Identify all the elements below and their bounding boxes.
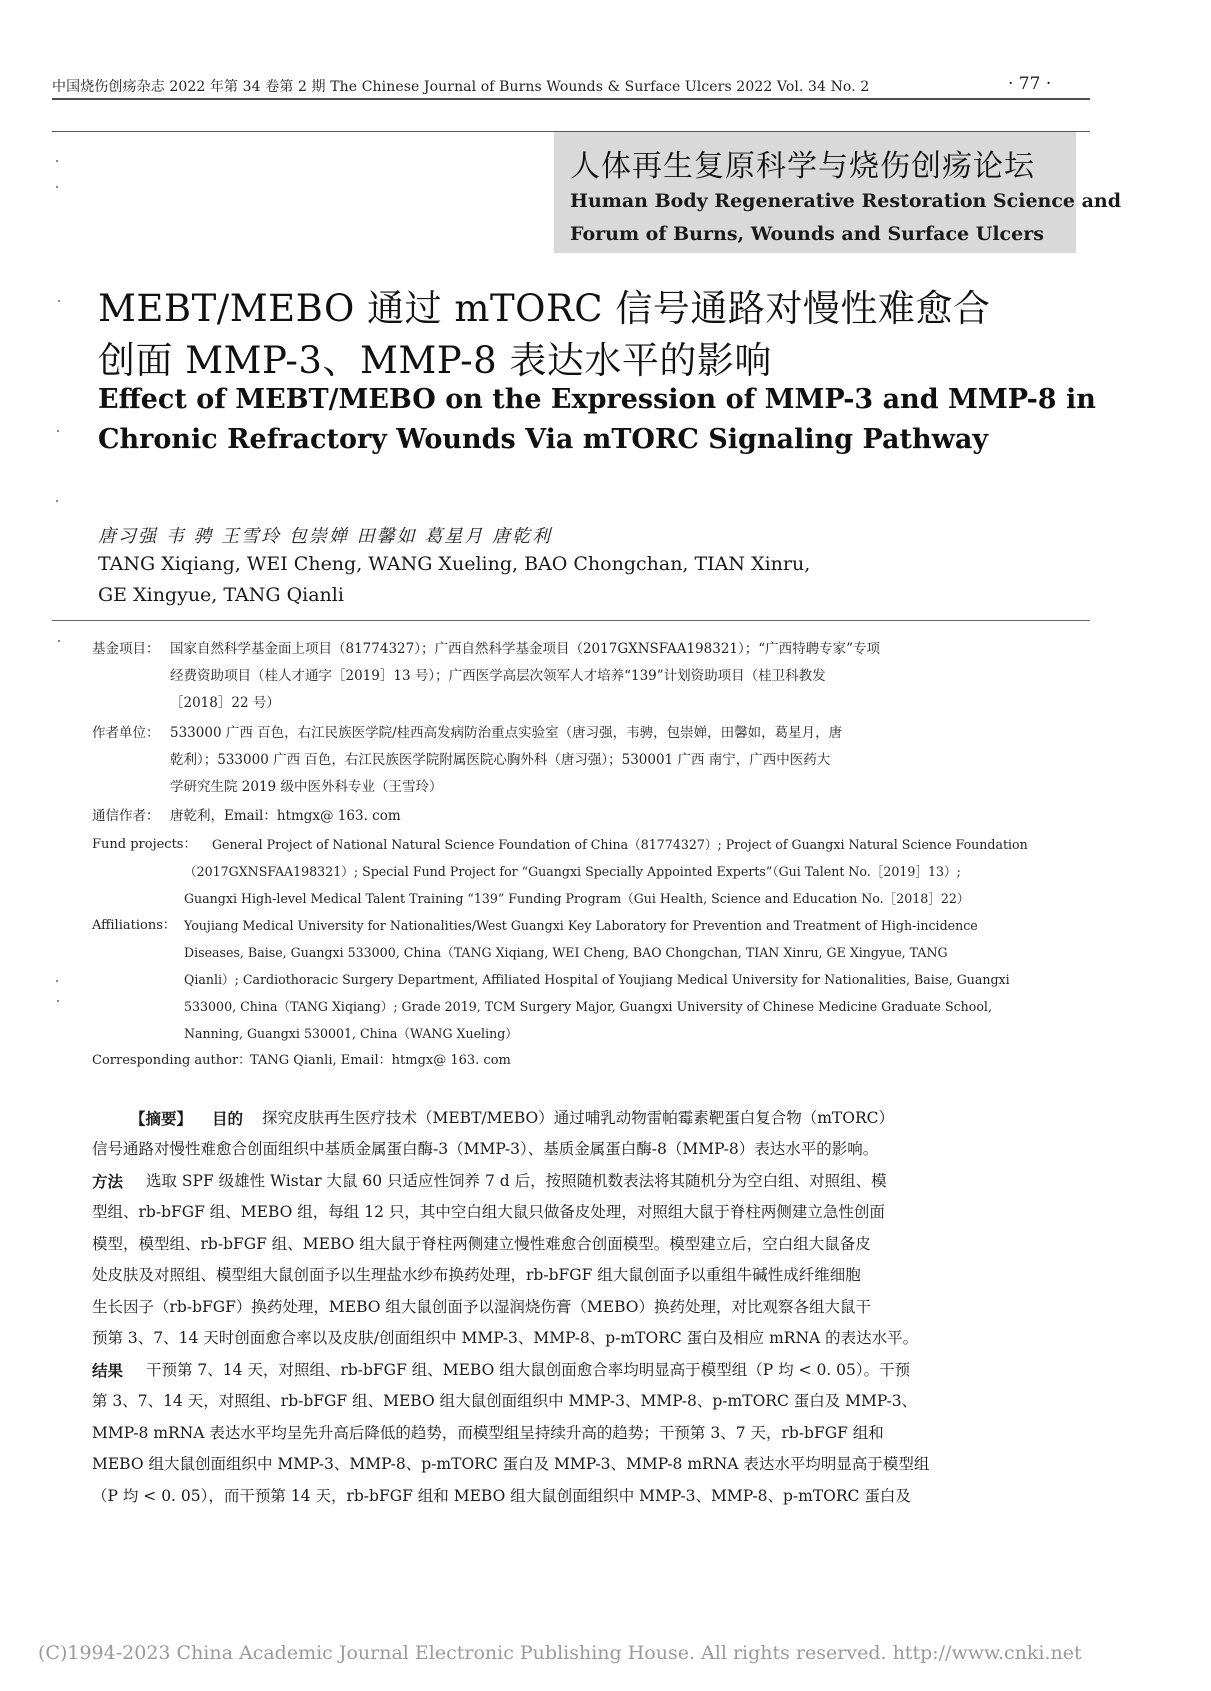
affiliation-line: 乾利）；533000 广西 百色，右江民族医学院附属医院心胸外科（唐习强）；530001 广西 南宁，广西中医药大	[170, 752, 831, 768]
authors-cn: 唐习强 韦 骋 王雪玲 包崇婵 田馨如 葛星月 唐乾利	[98, 526, 553, 547]
copyright-footer: (C)1994-2023 China Academic Journal Electronic Publishing House. All rights reserved. http://www.cnki.net	[38, 1642, 1082, 1664]
abstract-line: 模型，模型组、rb-bFGF 组、MEBO 组大鼠于脊柱两侧建立慢性难愈合创面模型。模型建立后，空白组大鼠备皮	[92, 1235, 871, 1253]
fund-en-line: （2017GXNSFAA198321）; Special Fund Project for “Guangxi Specially Appointed Experts”（Gui Talent No.［2019］13）;	[184, 864, 961, 879]
section-rule	[52, 620, 1090, 621]
fund-line: ［2018］22 号）	[170, 695, 280, 711]
fund-en-line: General Project of National Natural Science Foundation of China（81774327）; Project of Guangxi Natural Science Foundation	[212, 837, 1028, 852]
affiliation-label: 作者单位：	[92, 725, 160, 741]
article-title-en-line2: Chronic Refractory Wounds Via mTORC Signaling Pathway	[98, 424, 989, 455]
affiliations-en-line: Diseases, Baise, Guangxi 533000, China（TANG Xiqiang, WEI Cheng, BAO Chongchan, TIAN Xinru, GE Xingyue, TANG	[184, 945, 948, 960]
abstract-line: 生长因子（rb-bFGF）换药处理，MEBO 组大鼠创面予以湿润烧伤膏（MEBO）换药处理，对比观察各组大鼠干	[92, 1298, 871, 1316]
affiliation-line: 学研究生院 2019 级中医外科专业（王雪玲）	[170, 779, 443, 795]
scan-speck	[56, 186, 58, 188]
fund-line: 经费资助项目（桂人才通字［2019］13 号）；广西医学高层次领军人才培养“139”计划资助项目（桂卫科教发	[170, 668, 826, 684]
corresponding-author: 唐乾利，Email：htmgx@ 163. com	[170, 808, 401, 824]
fund-line: 国家自然科学基金面上项目（81774327）；广西自然科学基金项目（2017GXNSFAA198321）；“广西特聘专家”专项	[170, 641, 881, 657]
article-title-cn-line1: MEBT/MEBO 通过 mTORC 信号通路对慢性难愈合	[98, 287, 991, 330]
abstract-line: 型组、rb-bFGF 组、MEBO 组，每组 12 只，其中空白组大鼠只做备皮处理，对照组大鼠于脊柱两侧建立急性创面	[92, 1203, 885, 1221]
article-title-cn-line2: 创面 MMP-3、MMP-8 表达水平的影响	[98, 339, 772, 382]
abstract-line: （P 均 < 0. 05），而干预第 14 天，rb-bFGF 组和 MEBO 组大鼠创面组织中 MMP-3、MMP-8、p-mTORC 蛋白及	[92, 1487, 911, 1505]
affiliations-en-line: Nanning, Guangxi 530001, China（WANG Xueling）	[184, 1026, 518, 1041]
fund-en-line: Guangxi High-level Medical Talent Training “139” Funding Program（Gui Health, Science and Education No.［2018］22）	[184, 891, 970, 906]
methods-label: 方法	[92, 1172, 124, 1191]
corresponding-en-label: Corresponding author：	[92, 1053, 252, 1068]
page-number: · 77 ·	[1008, 74, 1052, 94]
abstract-line: 干预第 7、14 天，对照组、rb-bFGF 组、MEBO 组大鼠创面愈合率均明显高于模型组（P 均 < 0. 05）。干预	[146, 1361, 911, 1379]
affiliations-en-line: Youjiang Medical University for Nationalities/West Guangxi Key Laboratory for Prevention and Treatment of High-incidence	[184, 918, 978, 933]
scan-speck	[56, 980, 58, 982]
article-title-en-line1: Effect of MEBT/MEBO on the Expression of MMP-3 and MMP-8 in	[98, 384, 1096, 415]
forum-title-en-line2: Forum of Burns, Wounds and Surface Ulcers	[570, 223, 1044, 245]
running-head: 中国烧伤创疡杂志 2022 年第 34 卷第 2 期 The Chinese Journal of Burns Wounds & Surface Ulcers 2022 Vol. 34 No. 2	[52, 79, 870, 95]
scan-speck	[57, 430, 59, 432]
abstract-line: 探究皮肤再生医疗技术（MEBT/MEBO）通过哺乳动物雷帕霉素靶蛋白复合物（mTORC）	[262, 1109, 894, 1127]
scan-speck	[57, 1000, 59, 1002]
affiliation-line: 533000 广西 百色，右江民族医学院/桂西高发病防治重点实验室（唐习强，韦骋，包崇婵，田馨如，葛星月，唐	[170, 725, 843, 741]
fund-en-label: Fund projects：	[92, 837, 197, 852]
scan-speck	[58, 300, 60, 302]
header-rule	[52, 98, 1090, 100]
abstract-line: 第 3、7、14 天，对照组、rb-bFGF 组、MEBO 组大鼠创面组织中 MMP-3、MMP-8、p-mTORC 蛋白及 MMP-3、	[92, 1392, 918, 1410]
scan-speck	[58, 640, 60, 642]
scan-speck	[56, 500, 58, 502]
abstract-line: 预第 3、7、14 天时创面愈合率以及皮肤/创面组织中 MMP-3、MMP-8、p-mTORC 蛋白及相应 mRNA 的表达水平。	[92, 1329, 919, 1347]
affiliations-en-line: Qianli）; Cardiothoracic Surgery Department, Affiliated Hospital of Youjiang Medical University for Nationalities, Baise, Guangxi	[184, 972, 1010, 987]
corresponding-label: 通信作者：	[92, 808, 160, 824]
abstract-line: 信号通路对慢性难愈合创面组织中基质金属蛋白酶-3（MMP-3）、基质金属蛋白酶-8（MMP-8）表达水平的影响。	[92, 1140, 879, 1158]
affiliations-en-label: Affiliations：	[92, 918, 176, 933]
results-label: 结果	[92, 1361, 124, 1380]
objective-label: 目的	[212, 1109, 244, 1128]
authors-en-line2: GE Xingyue, TANG Qianli	[98, 584, 344, 606]
corresponding-en-author: TANG Qianli, Email：htmgx@ 163. com	[250, 1053, 511, 1068]
forum-title-en-line1: Human Body Regenerative Restoration Science and	[570, 190, 1122, 212]
abstract-line: MEBO 组大鼠创面组织中 MMP-3、MMP-8、p-mTORC 蛋白及 MMP-3、MMP-8 mRNA 表达水平均明显高于模型组	[92, 1455, 930, 1473]
abstract-label: 【摘要】	[130, 1109, 193, 1128]
abstract-line: 处皮肤及对照组、模型组大鼠创面予以生理盐水纱布换药处理，rb-bFGF 组大鼠创面予以重组牛碱性成纤维细胞	[92, 1266, 861, 1284]
fund-label: 基金项目：	[92, 641, 160, 657]
scan-speck	[56, 160, 58, 162]
affiliations-en-line: 533000, China（TANG Xiqiang）; Grade 2019, TCM Surgery Major, Guangxi University of Chinese Medicine Graduate School,	[184, 999, 992, 1014]
forum-title-cn: 人体再生复原科学与烧伤创疡论坛	[570, 149, 1035, 184]
authors-en-line1: TANG Xiqiang, WEI Cheng, WANG Xueling, BAO Chongchan, TIAN Xinru,	[98, 553, 811, 575]
abstract-line: MMP-8 mRNA 表达水平均呈先升高后降低的趋势，而模型组呈持续升高的趋势；干预第 3、7 天，rb-bFGF 组和	[92, 1424, 884, 1442]
abstract-line: 选取 SPF 级雄性 Wistar 大鼠 60 只适应性饲养 7 d 后，按照随机数表法将其随机分为空白组、对照组、模	[146, 1172, 887, 1190]
